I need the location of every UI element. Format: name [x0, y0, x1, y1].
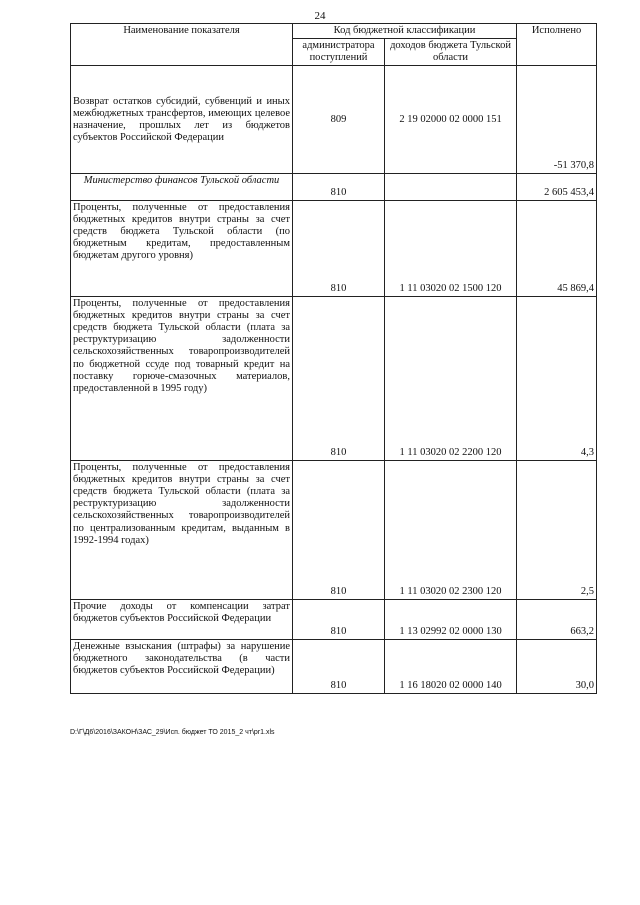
row-value: 2 605 453,4 [517, 174, 597, 201]
row-name: Прочие доходы от компенсации затрат бюджетов субъектов Российской Федерации [71, 600, 293, 640]
header-row-1 [71, 24, 597, 39]
row-value: 45 869,4 [517, 201, 597, 297]
row-code [385, 174, 517, 201]
row-value: -51 370,8 [517, 66, 597, 174]
table-row [71, 201, 597, 297]
header-classification: Код бюджетной классификации [293, 24, 517, 39]
table-row [71, 640, 597, 694]
row-admin: 810 [293, 640, 385, 694]
table-row [71, 461, 597, 600]
row-admin: 809 [293, 66, 385, 174]
row-admin: 810 [293, 297, 385, 461]
row-code: 1 16 18020 02 0000 140 [385, 640, 517, 694]
row-admin: 810 [293, 174, 385, 201]
row-name: Проценты, полученные от предоставления бюджетных кредитов внутри страны за счет средств бюджета Тульской области (по бюджетным кредитам, предоставленным бюджетам другого уровня) [71, 201, 293, 297]
row-name: Возврат остатков субсидий, субвенций и иных межбюджетных трансфертов, имеющих целевое назначение, прошлых лет из бюджетов субъектов Российской Федерации [71, 66, 293, 174]
row-code: 1 13 02992 02 0000 130 [385, 600, 517, 640]
page-number: 24 [314, 10, 326, 22]
budget-table [70, 23, 597, 694]
row-admin: 810 [293, 201, 385, 297]
row-code: 1 11 03020 02 2200 120 [385, 297, 517, 461]
row-name: Проценты, полученные от предоставления бюджетных кредитов внутри страны за счет средств бюджета Тульской области (плата за реструктуризацию задолженности сельскохозяйственных товаропроизводителей по централизованным кредитам, выданным в 1992-1994 годах) [71, 461, 293, 600]
row-name: Денежные взыскания (штрафы) за нарушение бюджетного законодательства (в части бюджетов субъектов Российской Федерации) [71, 640, 293, 694]
header-name: Наименование показателя [71, 24, 293, 66]
row-value: 30,0 [517, 640, 597, 694]
header-income: доходов бюджета Тульской области [385, 39, 517, 66]
row-code: 2 19 02000 02 0000 151 [385, 66, 517, 174]
row-name: Министерство финансов Тульской области [71, 174, 293, 201]
header-executed: Исполнено [517, 24, 597, 66]
row-name: Проценты, полученные от предоставления бюджетных кредитов внутри страны за счет средств бюджета Тульской области (плата за реструктуризацию задолженности сельскохозяйственных товаропроизводителей по бюджетной ссуде под товарный кредит на поставку горюче-смазочных материалов, предоставленной в 1995 году) [71, 297, 293, 461]
row-code: 1 11 03020 02 2300 120 [385, 461, 517, 600]
row-code: 1 11 03020 02 1500 120 [385, 201, 517, 297]
row-admin: 810 [293, 600, 385, 640]
file-path-footer: D:\Г\Д6\2016\ЗАКОН\ЗАС_29\Исп. бюджет ТО 2015_2 чт\pr1.xls [70, 729, 275, 736]
table-row [71, 66, 597, 174]
table-row [71, 297, 597, 461]
row-admin: 810 [293, 461, 385, 600]
row-value: 4,3 [517, 297, 597, 461]
row-value: 663,2 [517, 600, 597, 640]
header-admin: администратора поступлений [293, 39, 385, 66]
row-value: 2,5 [517, 461, 597, 600]
table-row [71, 600, 597, 640]
table-row [71, 174, 597, 201]
